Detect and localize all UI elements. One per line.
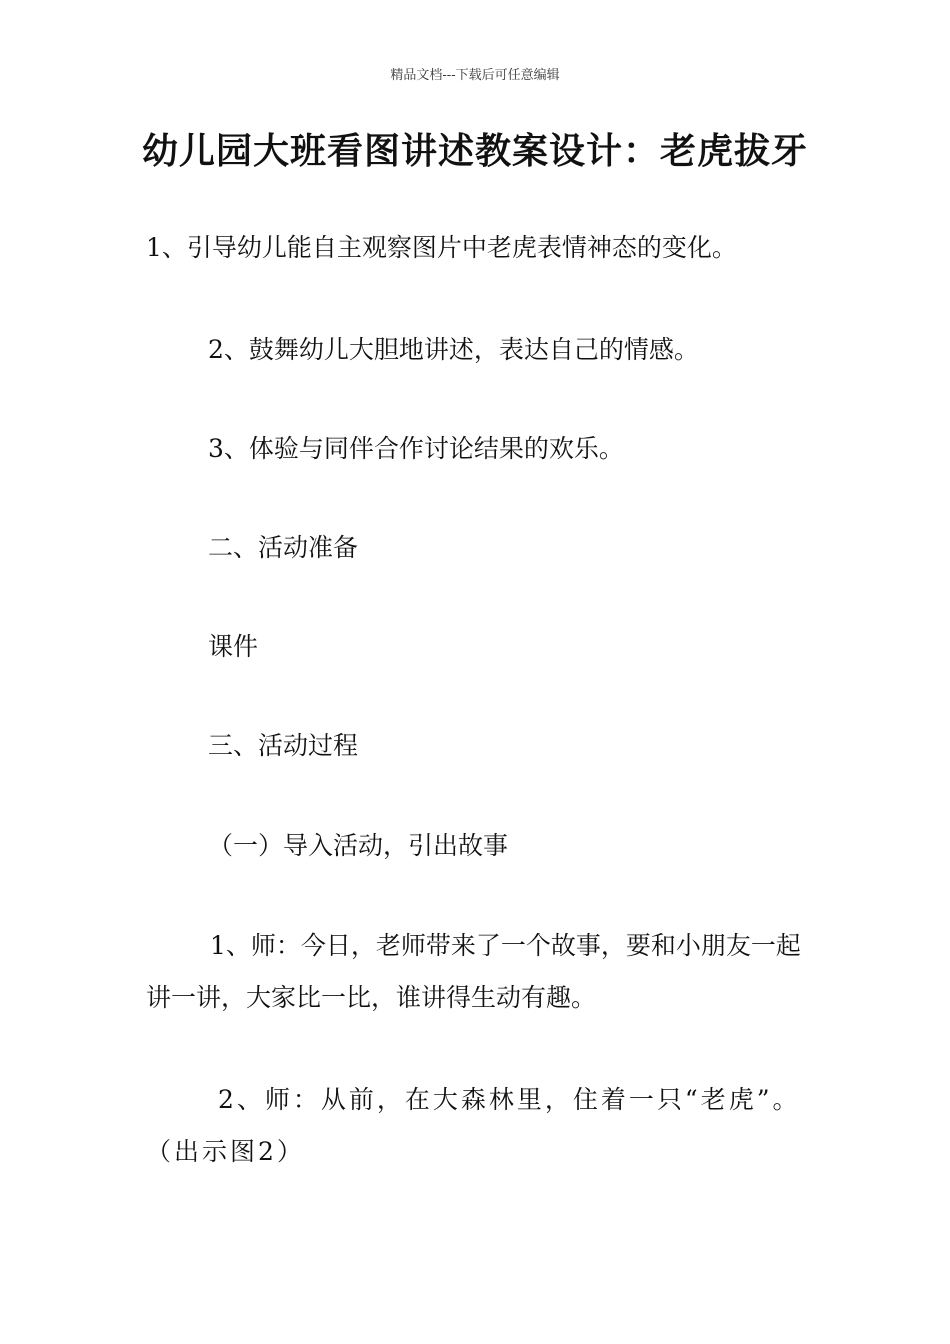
preparation-text: 课件 (208, 632, 259, 661)
goal-item-2: 2、鼓舞幼儿大胆地讲述，表达自己的情感。 (208, 335, 699, 364)
section-heading-preparation: 二、活动准备 (208, 533, 359, 562)
document-title: 幼儿园大班看图讲述教案设计：老虎拔牙 (141, 131, 808, 172)
goal-item-3: 3、体验与同伴合作讨论结果的欢乐。 (208, 434, 624, 463)
process-step-2: 2、师：从前，在大森林里，住着一只“老虎”。（出示图2） (146, 1085, 801, 1166)
page-header-note: 精品文档---下载后可任意编辑 (390, 68, 560, 83)
process-step-1: 1、师：今日，老师带来了一个故事，要和小朋友一起讲一讲，大家比一比，谁讲得生动有趣。 (146, 931, 801, 1012)
section-heading-process: 三、活动过程 (208, 731, 359, 760)
goal-item-1: 1、引导幼儿能自主观察图片中老虎表情神态的变化。 (146, 233, 737, 262)
subsection-heading-intro: （一）导入活动，引出故事 (208, 831, 509, 860)
